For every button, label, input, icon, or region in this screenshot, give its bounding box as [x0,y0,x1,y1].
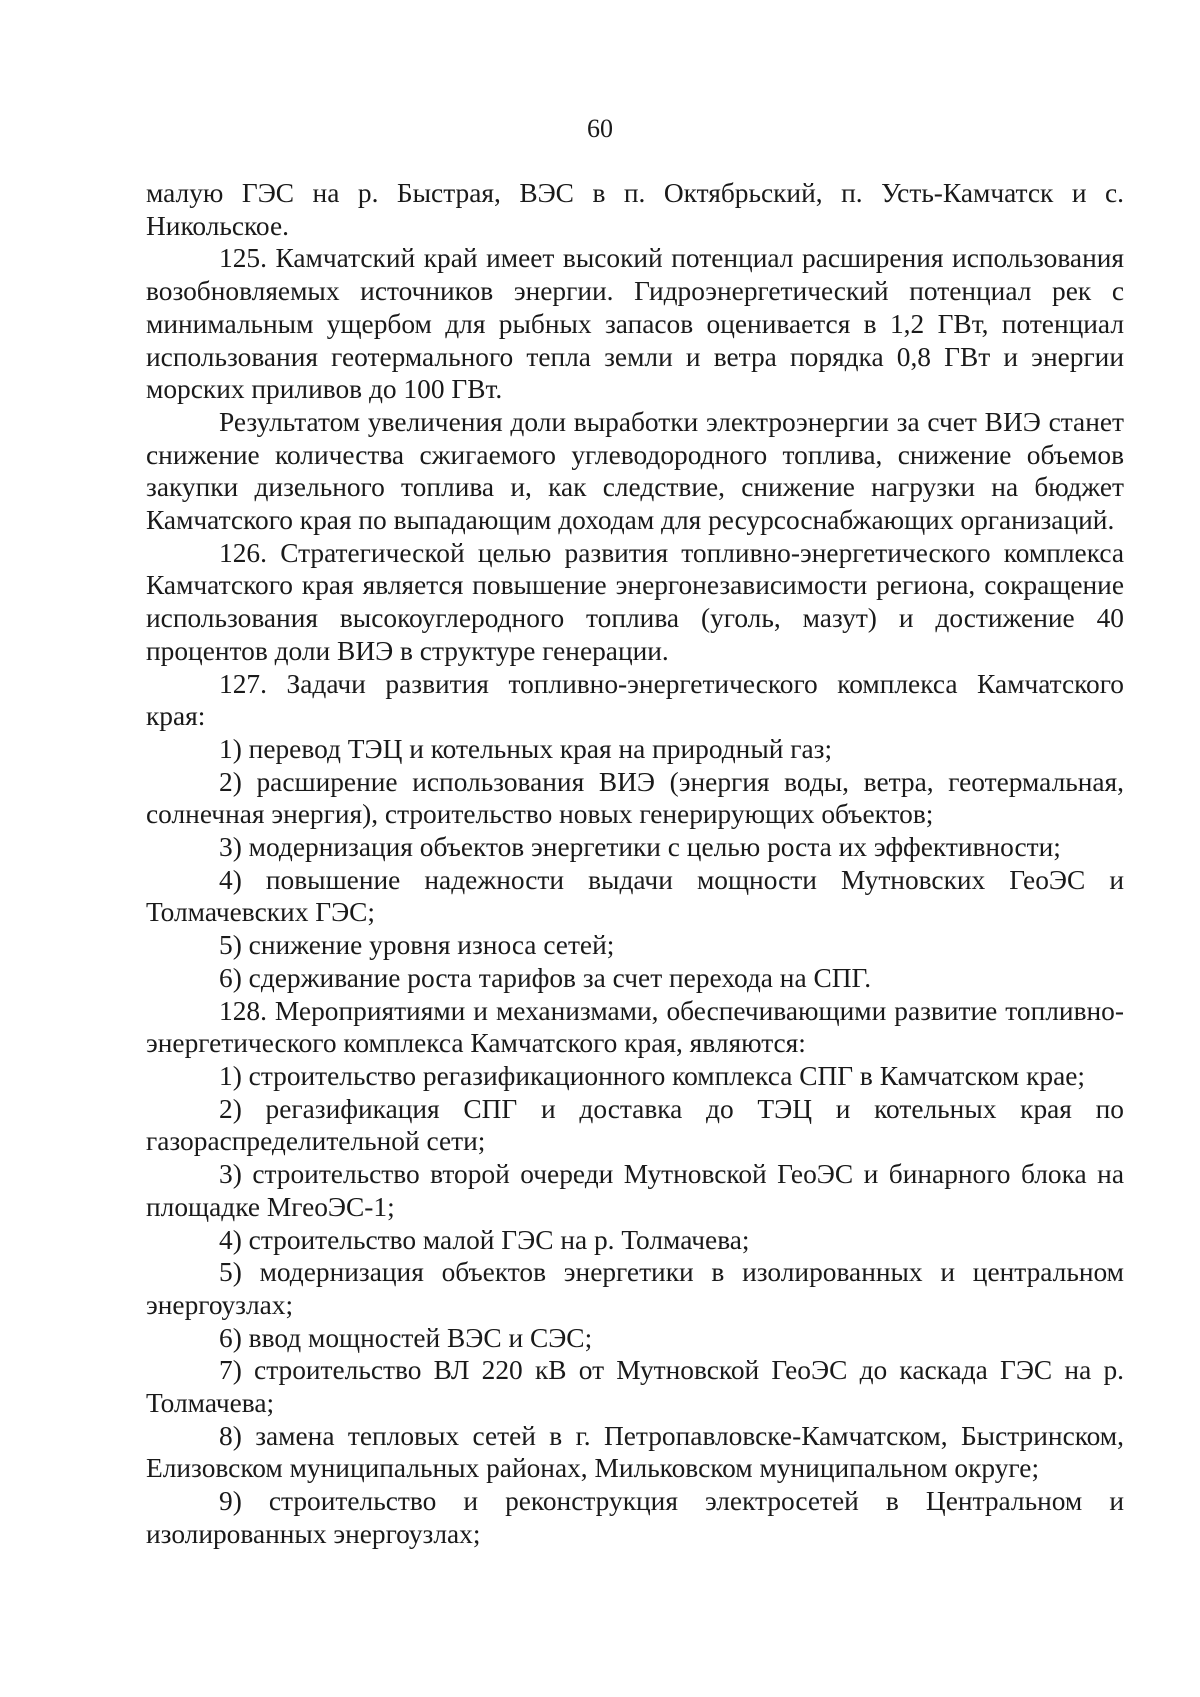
list-item: 4) строительство малой ГЭС на р. Толмачева; [219,1224,750,1255]
paragraph: Результатом увеличения доли выработки электроэнергии за счет ВИЭ станет снижение количества сжигаемого углеводородного топлива, снижение объемов закупки дизельного топлива и, как следствие, снижение нагрузки на бюджет Камчатского края по выпадающим доходам для ресурсоснабжающих организаций. [146,406,1124,536]
document-body [146,177,1124,1551]
list-item: 9) строительство и реконструкция электросетей в Центральном и изолированных энергоузлах; [146,1486,1124,1549]
list-item: 1) строительство регазификационного комплекса СПГ в Камчатском крае; [219,1060,1085,1091]
page-number: 60 [587,114,613,143]
paragraph: 127. Задачи развития топливно-энергетического комплекса Камчатского края: [146,668,1124,732]
list-item: 5) модернизация объектов энергетики в изолированных и центральном энергоузлах; [146,1257,1124,1320]
list-item: 5) снижение уровня износа сетей; [219,930,615,961]
list-item: 3) модернизация объектов энергетики с целью роста их эффективности; [219,832,1061,863]
list-item: 6) ввод мощностей ВЭС и СЭС; [219,1322,593,1353]
list-item: 8) замена тепловых сетей в г. Петропавловске-Камчатском, Быстринском, Елизовском муниципальных районах, Мильковском муниципальном округе; [146,1420,1124,1484]
list-item: 4) повышение надежности выдачи мощности Мутновских ГеоЭС и Толмачевских ГЭС; [146,864,1124,928]
paragraph: малую ГЭС на р. Быстрая, ВЭС в п. Октябрьский, п. Усть-Камчатск и с. Никольское. [146,178,1124,241]
list-item: 1) перевод ТЭЦ и котельных края на природный газ; [219,733,833,764]
list-item: 6) сдерживание роста тарифов за счет перехода на СПГ. [219,962,872,993]
paragraph: 125. Камчатский край имеет высокий потенциал расширения использования возобновляемых источников энергии. Гидроэнергетический потенциал рек с минимальным ущербом для рыбных запасов оценивается в 1,2 ГВт, потенциал использования геотермального тепла земли и ветра порядка 0,8 ГВт и энергии морских приливов до 100 ГВт. [146,243,1124,405]
list-item: 2) регазификация СПГ и доставка до ТЭЦ и котельных края по газораспределительной сети; [146,1093,1124,1157]
list-item: 7) строительство ВЛ 220 кВ от Мутновской ГеоЭС до каскада ГЭС на р. Толмачева; [146,1355,1124,1419]
list-item: 2) расширение использования ВИЭ (энергия воды, ветра, геотермальная, солнечная энергия), строительство новых генерирующих объектов; [146,766,1124,830]
list-item: 3) строительство второй очереди Мутновской ГеоЭС и бинарного блока на площадке МгеоЭС-1; [146,1159,1124,1222]
paragraph: 128. Мероприятиями и механизмами, обеспечивающими развитие топливно-энергетического комплекса Камчатского края, являются: [146,995,1124,1059]
paragraph: 126. Стратегической целью развития топливно-энергетического комплекса Камчатского края является повышение энергонезависимости региона, сокращение использования высокоуглеродного топлива (уголь, мазут) и достижение 40 процентов доли ВИЭ в структуре генерации. [146,537,1124,666]
